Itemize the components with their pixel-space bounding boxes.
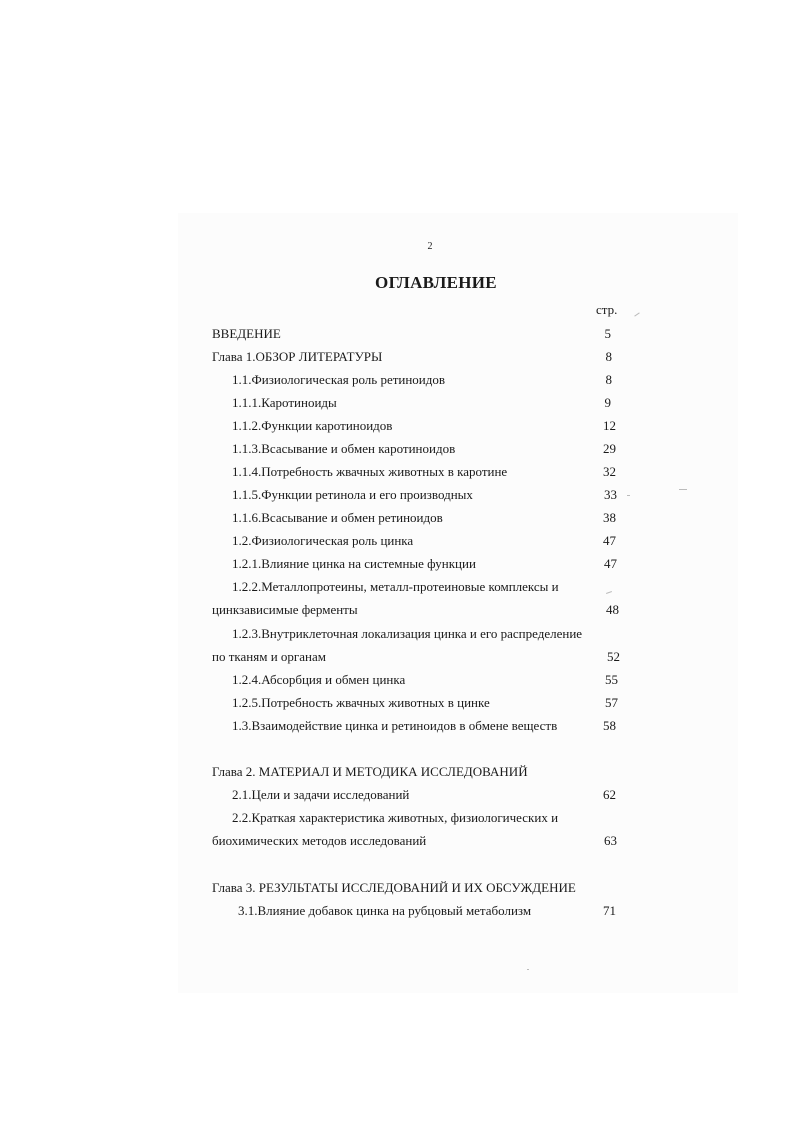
toc-entry-text: 1.1.6.Всасывание и обмен ретиноидов bbox=[232, 510, 443, 525]
toc-entry-text: ВВЕДЕНИЕ bbox=[212, 326, 281, 341]
scan-speck bbox=[679, 489, 687, 490]
toc-entry-page: 5 bbox=[604, 326, 611, 341]
toc-entry-page: 9 bbox=[604, 395, 611, 410]
toc-entry-page: 47 bbox=[603, 533, 616, 548]
toc-entry-text: биохимических методов исследований bbox=[212, 833, 427, 848]
toc-entry-page: 29 bbox=[603, 441, 616, 456]
toc-entry-page: 33 bbox=[604, 487, 617, 502]
toc-entry-page: 8 bbox=[605, 372, 612, 387]
toc-entry-text: 1.1.3.Всасывание и обмен каротиноидов bbox=[232, 441, 456, 456]
toc-entry-text: 1.2.5.Потребность жвачных животных в цинке bbox=[232, 695, 490, 710]
toc-entry-text: 1.1.5.Функции ретинола и его производных bbox=[232, 487, 473, 502]
toc-entry-page: 57 bbox=[605, 695, 618, 710]
toc-entry-text: 2.2.Краткая характеристика животных, физиологических и bbox=[232, 810, 559, 825]
scan-speck bbox=[627, 495, 630, 496]
toc-entry-text: 1.1.4.Потребность жвачных животных в каротине bbox=[232, 464, 508, 479]
toc-entry-page: 63 bbox=[604, 833, 617, 848]
toc-entry-page: 47 bbox=[604, 556, 617, 571]
toc-entry-page: 8 bbox=[605, 349, 612, 364]
toc-entry-text: Глава 1.ОБЗОР ЛИТЕРАТУРЫ bbox=[212, 349, 383, 364]
page-column-label: стр. bbox=[596, 302, 618, 317]
toc-entry-text: 1.2.Физиологическая роль цинка bbox=[232, 533, 414, 548]
toc-entry-page: 62 bbox=[603, 787, 616, 802]
toc-entry-text: Глава 2. МАТЕРИАЛ И МЕТОДИКА ИССЛЕДОВАНИЙ bbox=[212, 764, 528, 779]
toc-entry-text: 1.1.2.Функции каротиноидов bbox=[232, 418, 393, 433]
toc-entry-text: цинкзависимые ферменты bbox=[212, 602, 358, 617]
toc-entry-page: 48 bbox=[606, 602, 619, 617]
toc-entry-text: 1.2.4.Абсорбция и обмен цинка bbox=[232, 672, 406, 687]
toc-entry-text: 2.1.Цели и задачи исследований bbox=[232, 787, 410, 802]
toc-entry-text: 1.2.3.Внутриклеточная локализация цинка и его распределение bbox=[232, 626, 583, 641]
toc-entry-text: 1.3.Взаимодействие цинка и ретиноидов в обмене веществ bbox=[232, 718, 558, 733]
toc-entry-page: 71 bbox=[603, 903, 616, 918]
toc-entry-text: Глава 3. РЕЗУЛЬТАТЫ ИССЛЕДОВАНИЙ И ИХ ОБСУЖДЕНИЕ bbox=[212, 880, 576, 895]
toc-entry-text: 1.1.1.Каротиноиды bbox=[232, 395, 337, 410]
toc-entry-text: 3.1.Влияние добавок цинка на рубцовый метаболизм bbox=[238, 903, 532, 918]
toc-entry-text: 1.2.1.Влияние цинка на системные функции bbox=[232, 556, 476, 571]
toc-title: ОГЛАВЛЕНИЕ bbox=[375, 273, 497, 292]
toc-entry-page: 58 bbox=[603, 718, 616, 733]
toc-entry-text: 1.2.2.Металлопротеины, металл-протеиновые комплексы и bbox=[232, 579, 559, 594]
page-number: 2 bbox=[427, 241, 433, 252]
toc-entry-page: 12 bbox=[603, 418, 616, 433]
scan-speck bbox=[527, 969, 529, 970]
toc-entry-page: 55 bbox=[605, 672, 618, 687]
toc-entry-page: 52 bbox=[607, 649, 620, 664]
toc-entry-page: 38 bbox=[603, 510, 616, 525]
toc-entry-text: 1.1.Физиологическая роль ретиноидов bbox=[232, 372, 446, 387]
toc-entry-page: 32 bbox=[603, 464, 616, 479]
toc-entry-text: по тканям и органам bbox=[212, 649, 326, 664]
